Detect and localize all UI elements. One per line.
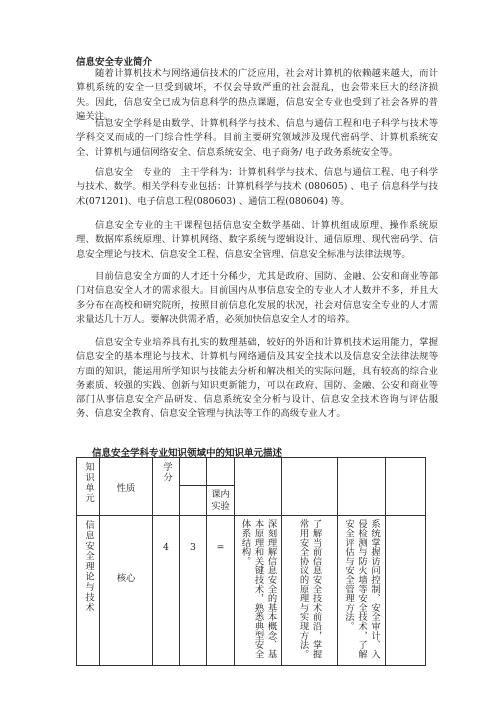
header-credit: 学分	[153, 458, 180, 516]
header-blank-5	[338, 458, 386, 516]
header-blank-3	[235, 458, 282, 516]
cell-unit: 信息安全理论与技术	[77, 516, 100, 666]
paragraph-intro: 随着计算机技术与网络通信技术的广泛应用，社会对计算机的依赖越来越大，而计算机系统的安全一旦受到破坏，不仅会导致严重的社会混乱，也会带来巨大的经济损失。因此，信息安全已成为信息科学的热点课题，信息安全专业也受到了社会各界的普遍关注。	[76, 68, 438, 122]
header-blank-6	[386, 458, 426, 516]
header-blank-2	[207, 458, 235, 486]
paragraph-discipline: 信息安全学科是由数学、计算机科学与技术、信息与通信工程和电子科学与技术等学科交叉而成的一门综合性学科。目前主要研究领域涉及现代密码学、计算机系统安全、计算机与通信网络安全、信息系统安全、电子商务/ 电子政务系统安全等。	[76, 118, 438, 158]
header-blank-7	[180, 486, 207, 516]
table-header-row	[77, 458, 426, 486]
header-blank-1	[180, 458, 207, 486]
cell-blank-end	[386, 516, 426, 666]
paragraph-talent-demand: 目前信息安全方面的人才还十分稀少，尤其是政府、国防、金融、公安和商业等部门对信息安全人才的需求很大。目前国内从事信息安全的专业人才人数并不多，并且大多分布在高校和研究院所，按照目前信息化发展的状况，社会对信息安全专业的人才需求量达几十万人。要解决供需矛盾，必须加快信息安全人才的培养。	[76, 271, 438, 325]
header-nature: 性质	[100, 458, 153, 516]
cell-desc-a: 深刻理解信息安全的基本概念、基本原理和关键技术，熟悉典型安全体系结构。	[235, 516, 282, 666]
cell-desc-b: 了解当前信息安全技术前沿，掌握常用安全协议的原理与实现方法。	[282, 516, 338, 666]
paragraph-training-goals: 信息安全专业培养具有扎实的数理基础，较好的外语和计算机技术运用能力，掌握信息安全的基本理论与技术、计算机与网络通信及其安全技术以及信息安全法律法规等方面的知识，能运用所学知识与技能去分析和解决相关的实际问题，具有较高的综合业务素质、较强的实践、创新与知识更新能力，可以在政府、国防、金融、公安和商业等部门从事信息安全产品研发、信息系统安全分析与设计、信息安全技术咨询与评估服务、信息安全教育、信息安全管理与执法等工作的高级专业人才。	[76, 337, 438, 420]
header-blank-4	[282, 458, 338, 516]
header-lab: 课内实验	[207, 486, 235, 516]
header-unit: 知识单元	[77, 458, 100, 516]
paragraph-main-courses: 信息安全专业的主干课程包括信息安全数学基础、计算机组成原理、操作系统原理、数据库系统原理、计算机网络、数字系统与逻辑设计、通信原理、现代密码学、信息安全理论与技术、信息安全工程、信息安全管理、信息安全标准与法律法规等。	[76, 220, 438, 260]
table-title: 信息安全学科专业知识领域中的知识单元描述	[92, 448, 283, 459]
paragraph-main-subjects: 信息安全 专业的 主干学科为：计算机科学与技术、信息与通信工程、电子科学与技术、数学。相关学科专业包括：计算机科学与技术 (080605) 、电子 信息科学与技术(071201)、电子信息工程(080603) 、通信工程(080604) 等。	[76, 167, 438, 207]
cell-hours: 3	[180, 516, 207, 666]
knowledge-unit-table	[76, 457, 426, 666]
section-heading: 信息安全专业简介	[76, 57, 153, 68]
cell-lab: =	[207, 516, 235, 666]
cell-credit: 4	[153, 516, 180, 666]
cell-desc-c: 系统掌握访问控制、安全审计、入侵检测与防火墙等安全技术，了解安全评估与安全管理方法。	[338, 516, 386, 666]
cell-nature: 核心	[100, 516, 153, 666]
table-row	[77, 516, 426, 666]
